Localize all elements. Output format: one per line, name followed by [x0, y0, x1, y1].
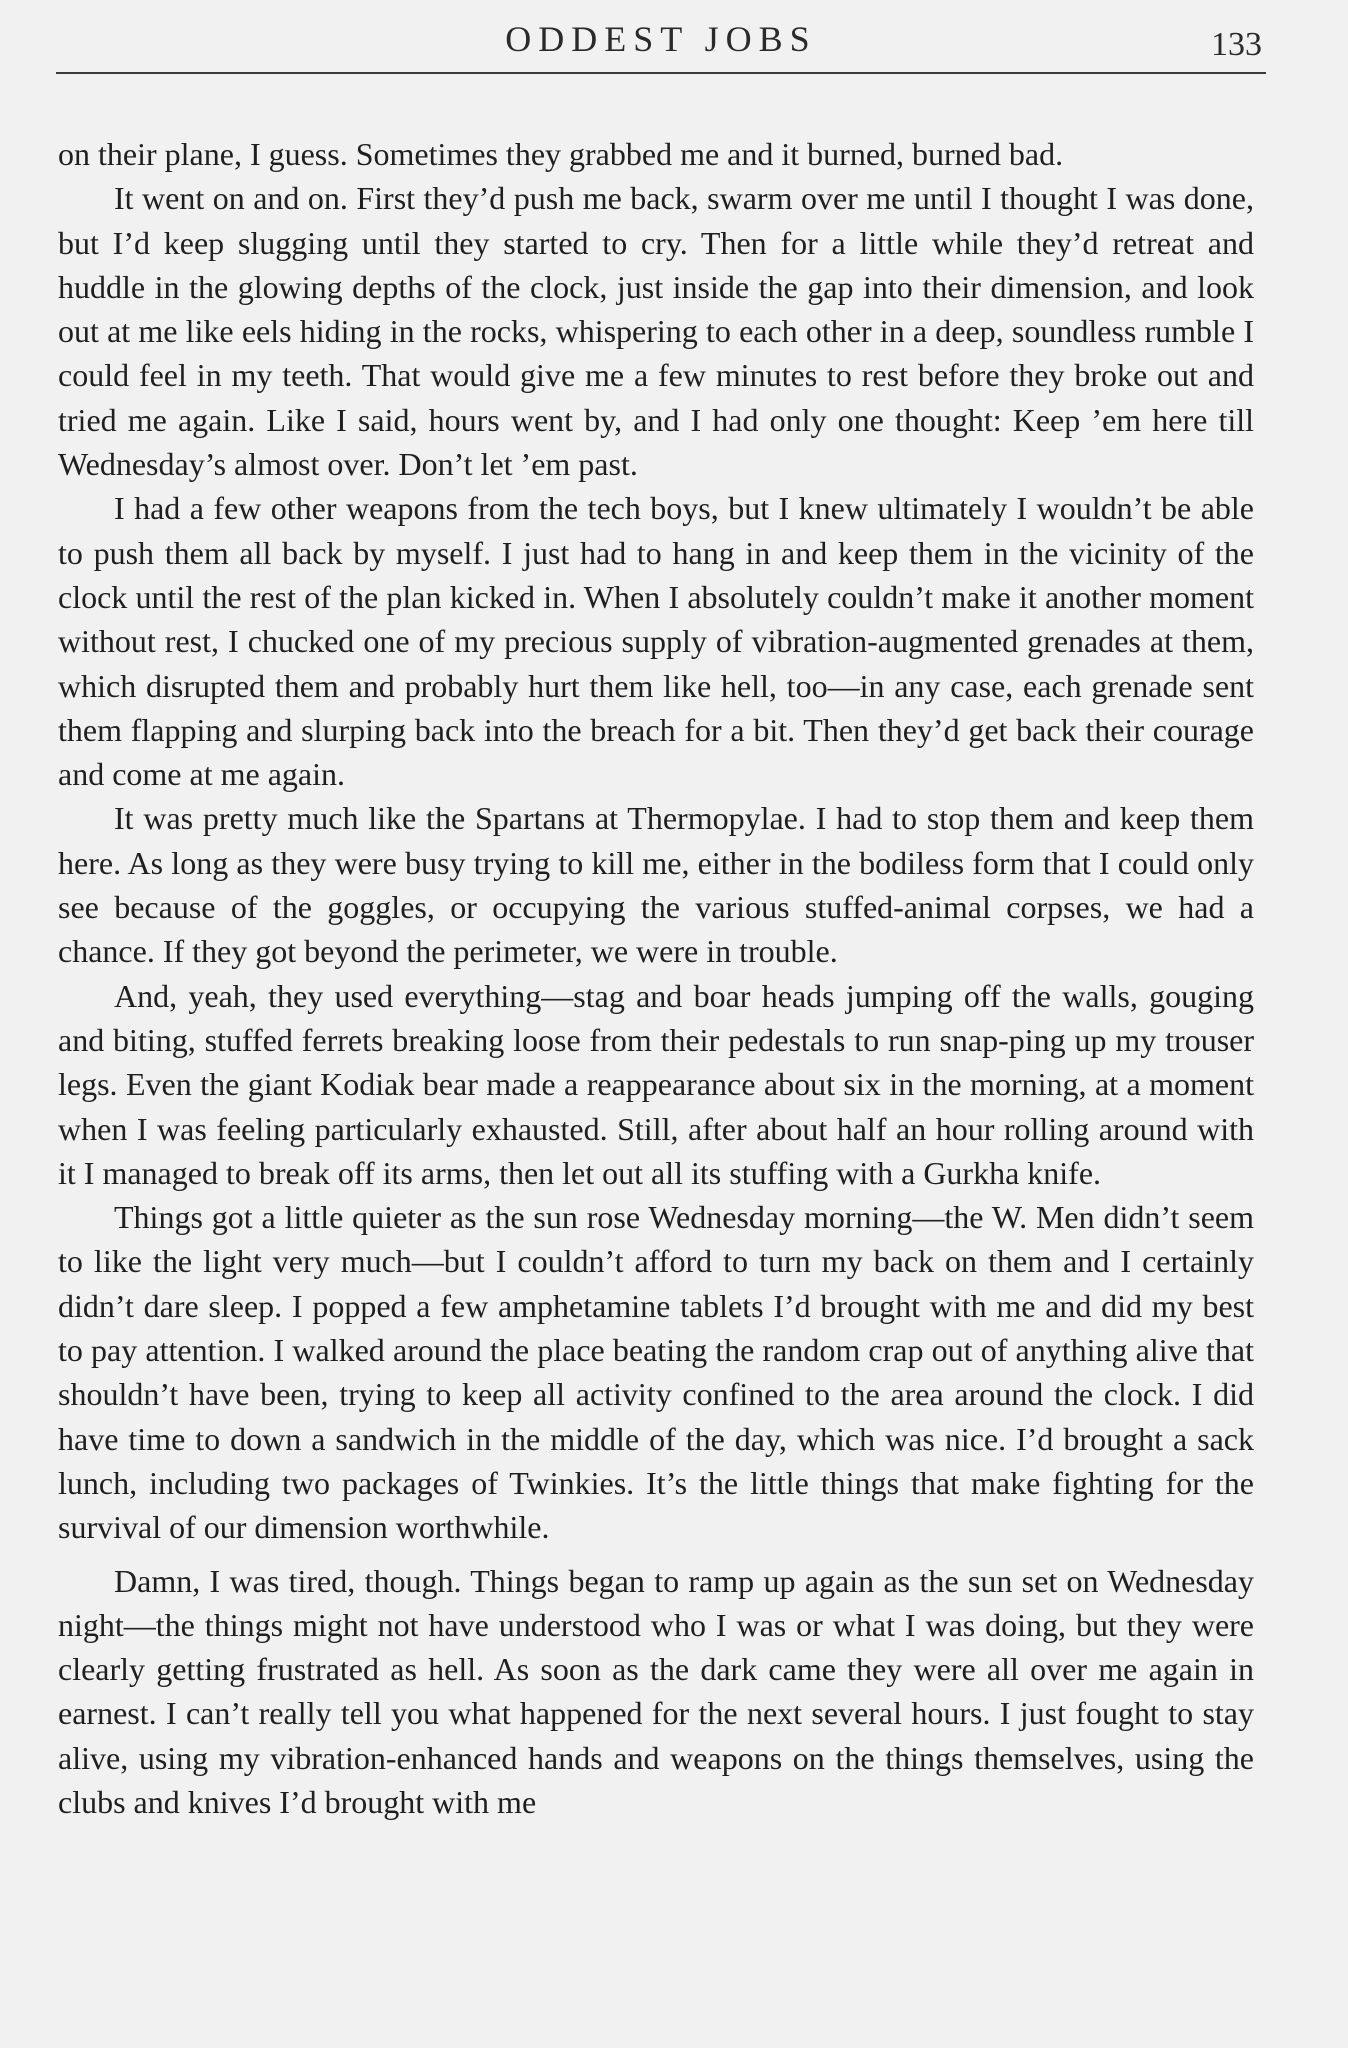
paragraph: And, yeah, they used everything—stag and boar heads jumping off the walls, gouging and biting, stuffed ferrets breaking loose from their pedestals to run snap-ping up my trouser legs. Even the giant Kodiak bear made a reappearance about six in the morning, at a moment when I was feeling particularly exhausted. Still, after about half an hour rolling around with it I managed to break off its arms, then let out all its stuffing with a Gurkha knife. — [58, 977, 1254, 1191]
paragraph: It went on and on. First they’d push me back, swarm over me until I thought I was done, but I’d keep slugging until they started to cry. Then for a little while they’d retreat and huddle in the glowing depths of the clock, just inside the gap into their dimension, and look out at me like eels hiding in the rocks, whispering to each other in a deep, soundless rumble I could feel in my teeth. That would give me a few minutes to rest before they broke out and tried me again. Like I said, hours went by, and I had only one thought: Keep ’em here till Wednesday’s almost over. Don’t let ’em past. — [58, 180, 1254, 483]
paragraph: I had a few other weapons from the tech boys, but I knew ultimately I wouldn’t be able to push them all back by myself. I just had to hang in and keep them in the vicinity of the clock until the rest of the plan kicked in. When I absolutely couldn’t make it another moment without rest, I chucked one of my precious supply of vibration-augmented grenades at them, which disrupted them and probably hurt them like hell, too—in any case, each grenade sent them flapping and slurping back into the breach for a bit. Then they’d get back their courage and come at me again. — [58, 490, 1254, 793]
running-title: ODDEST JOBS — [505, 19, 817, 59]
paragraph: It was pretty much like the Spartans at Thermopylae. I had to stop them and keep them here. As long as they were busy trying to kill me, either in the bodiless form that I could only see because of the goggles, or occupying the various stuffed-animal corpses, we had a chance. If they got beyond the perimeter, we were in trouble. — [58, 800, 1254, 970]
header-rule — [56, 72, 1266, 74]
running-header — [56, 14, 1266, 74]
paragraph: Things got a little quieter as the sun rose Wednesday morning—the W. Men didn’t seem to like the light very much—but I couldn’t afford to turn my back on them and I certainly didn’t dare sleep. I popped a few amphetamine tablets I’d brought with me and did my best to pay attention. I walked around the place beating the random crap out of anything alive that shouldn’t have been, trying to keep all activity confined to the area around the clock. I did have time to down a sandwich in the middle of the day, which was nice. I’d brought a sack lunch, including two packages of Twinkies. It’s the little things that make fighting for the survival of our dimension worthwhile. — [58, 1199, 1254, 1546]
body-text — [58, 132, 1254, 1824]
page-number: 133 — [1211, 26, 1262, 63]
paragraph: Damn, I was tired, though. Things began to ramp up again as the sun set on Wednesday night—the things might not have understood who I was or what I was doing, but they were clearly getting frustrated as hell. As soon as the dark came they were all over me again in earnest. I can’t really tell you what happened for the next several hours. I just fought to stay alive, using my vibration-enhanced hands and weapons on the things themselves, using the clubs and knives I’d brought with me — [58, 1562, 1254, 1820]
paragraph-continued: on their plane, I guess. Sometimes they grabbed me and it burned, burned bad. — [58, 136, 1064, 172]
